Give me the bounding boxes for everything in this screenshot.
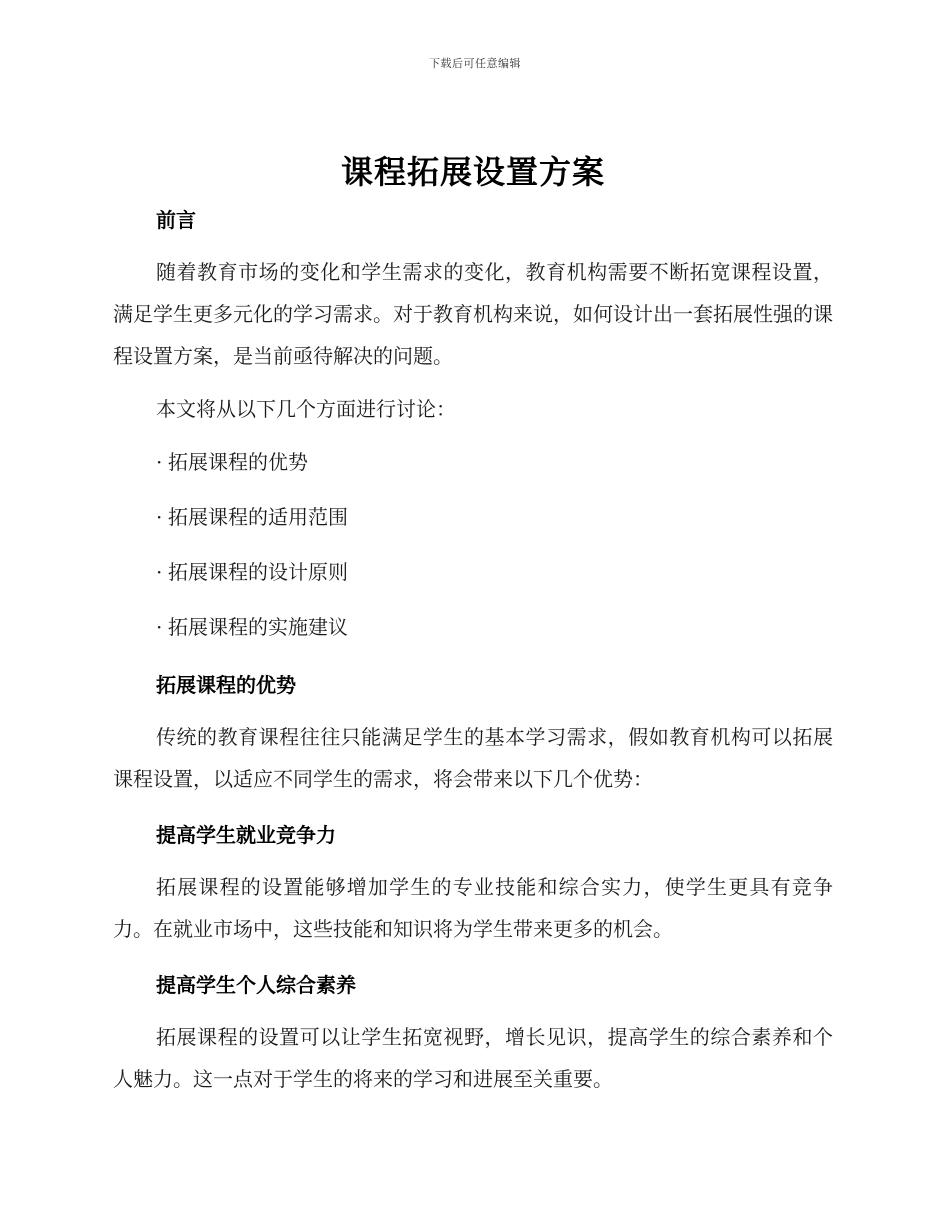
- bullet-item: [113, 447, 833, 477]
- bullet-dot: ·: [156, 615, 163, 639]
- section-heading-advantages: 拓展课程的优势: [156, 673, 296, 697]
- bullet-dot: ·: [156, 560, 163, 584]
- paragraph-advantages: 传统的教育课程往往只能满足学生的基本学习需求，假如教育机构可以拓展课程设置，以适应不同学生的需求，将会带来以下几个优势：: [113, 725, 833, 791]
- paragraph-preface-intro: 随着教育市场的变化和学生需求的变化，教育机构需要不断拓宽课程设置，满足学生更多元化的学习需求。对于教育机构来说，如何设计出一套拓展性强的课程设置方案，是当前亟待解决的问题。: [113, 260, 833, 368]
- section-heading-employment: 提高学生就业竞争力: [156, 823, 336, 847]
- bullet-item: [113, 557, 833, 587]
- bullet-text: 拓展课程的设计原则: [168, 560, 348, 584]
- bullet-item: [113, 502, 833, 532]
- bullet-dot: ·: [156, 505, 163, 529]
- header-note: 下载后可任意编辑: [429, 57, 521, 70]
- paragraph-preface-outline: 本文将从以下几个方面进行讨论：: [156, 397, 456, 421]
- bullet-item: [113, 612, 833, 642]
- document-title: 课程拓展设置方案: [340, 153, 605, 191]
- section-heading-preface: 前言: [156, 208, 196, 232]
- paragraph-employment: 拓展课程的设置能够增加学生的专业技能和综合实力，使学生更具有竞争力。在就业市场中，这些技能和知识将为学生带来更多的机会。: [113, 875, 833, 941]
- bullet-text: 拓展课程的优势: [168, 450, 308, 474]
- paragraph-literacy: 拓展课程的设置可以让学生拓宽视野，增长见识，提高学生的综合素养和个人魅力。这一点对于学生的将来的学习和进展至关重要。: [113, 1025, 833, 1091]
- document-body: [113, 148, 833, 1100]
- bullet-text: 拓展课程的实施建议: [168, 615, 348, 639]
- section-heading-literacy: 提高学生个人综合素养: [156, 973, 356, 997]
- bullet-dot: ·: [156, 450, 163, 474]
- bullet-text: 拓展课程的适用范围: [168, 505, 348, 529]
